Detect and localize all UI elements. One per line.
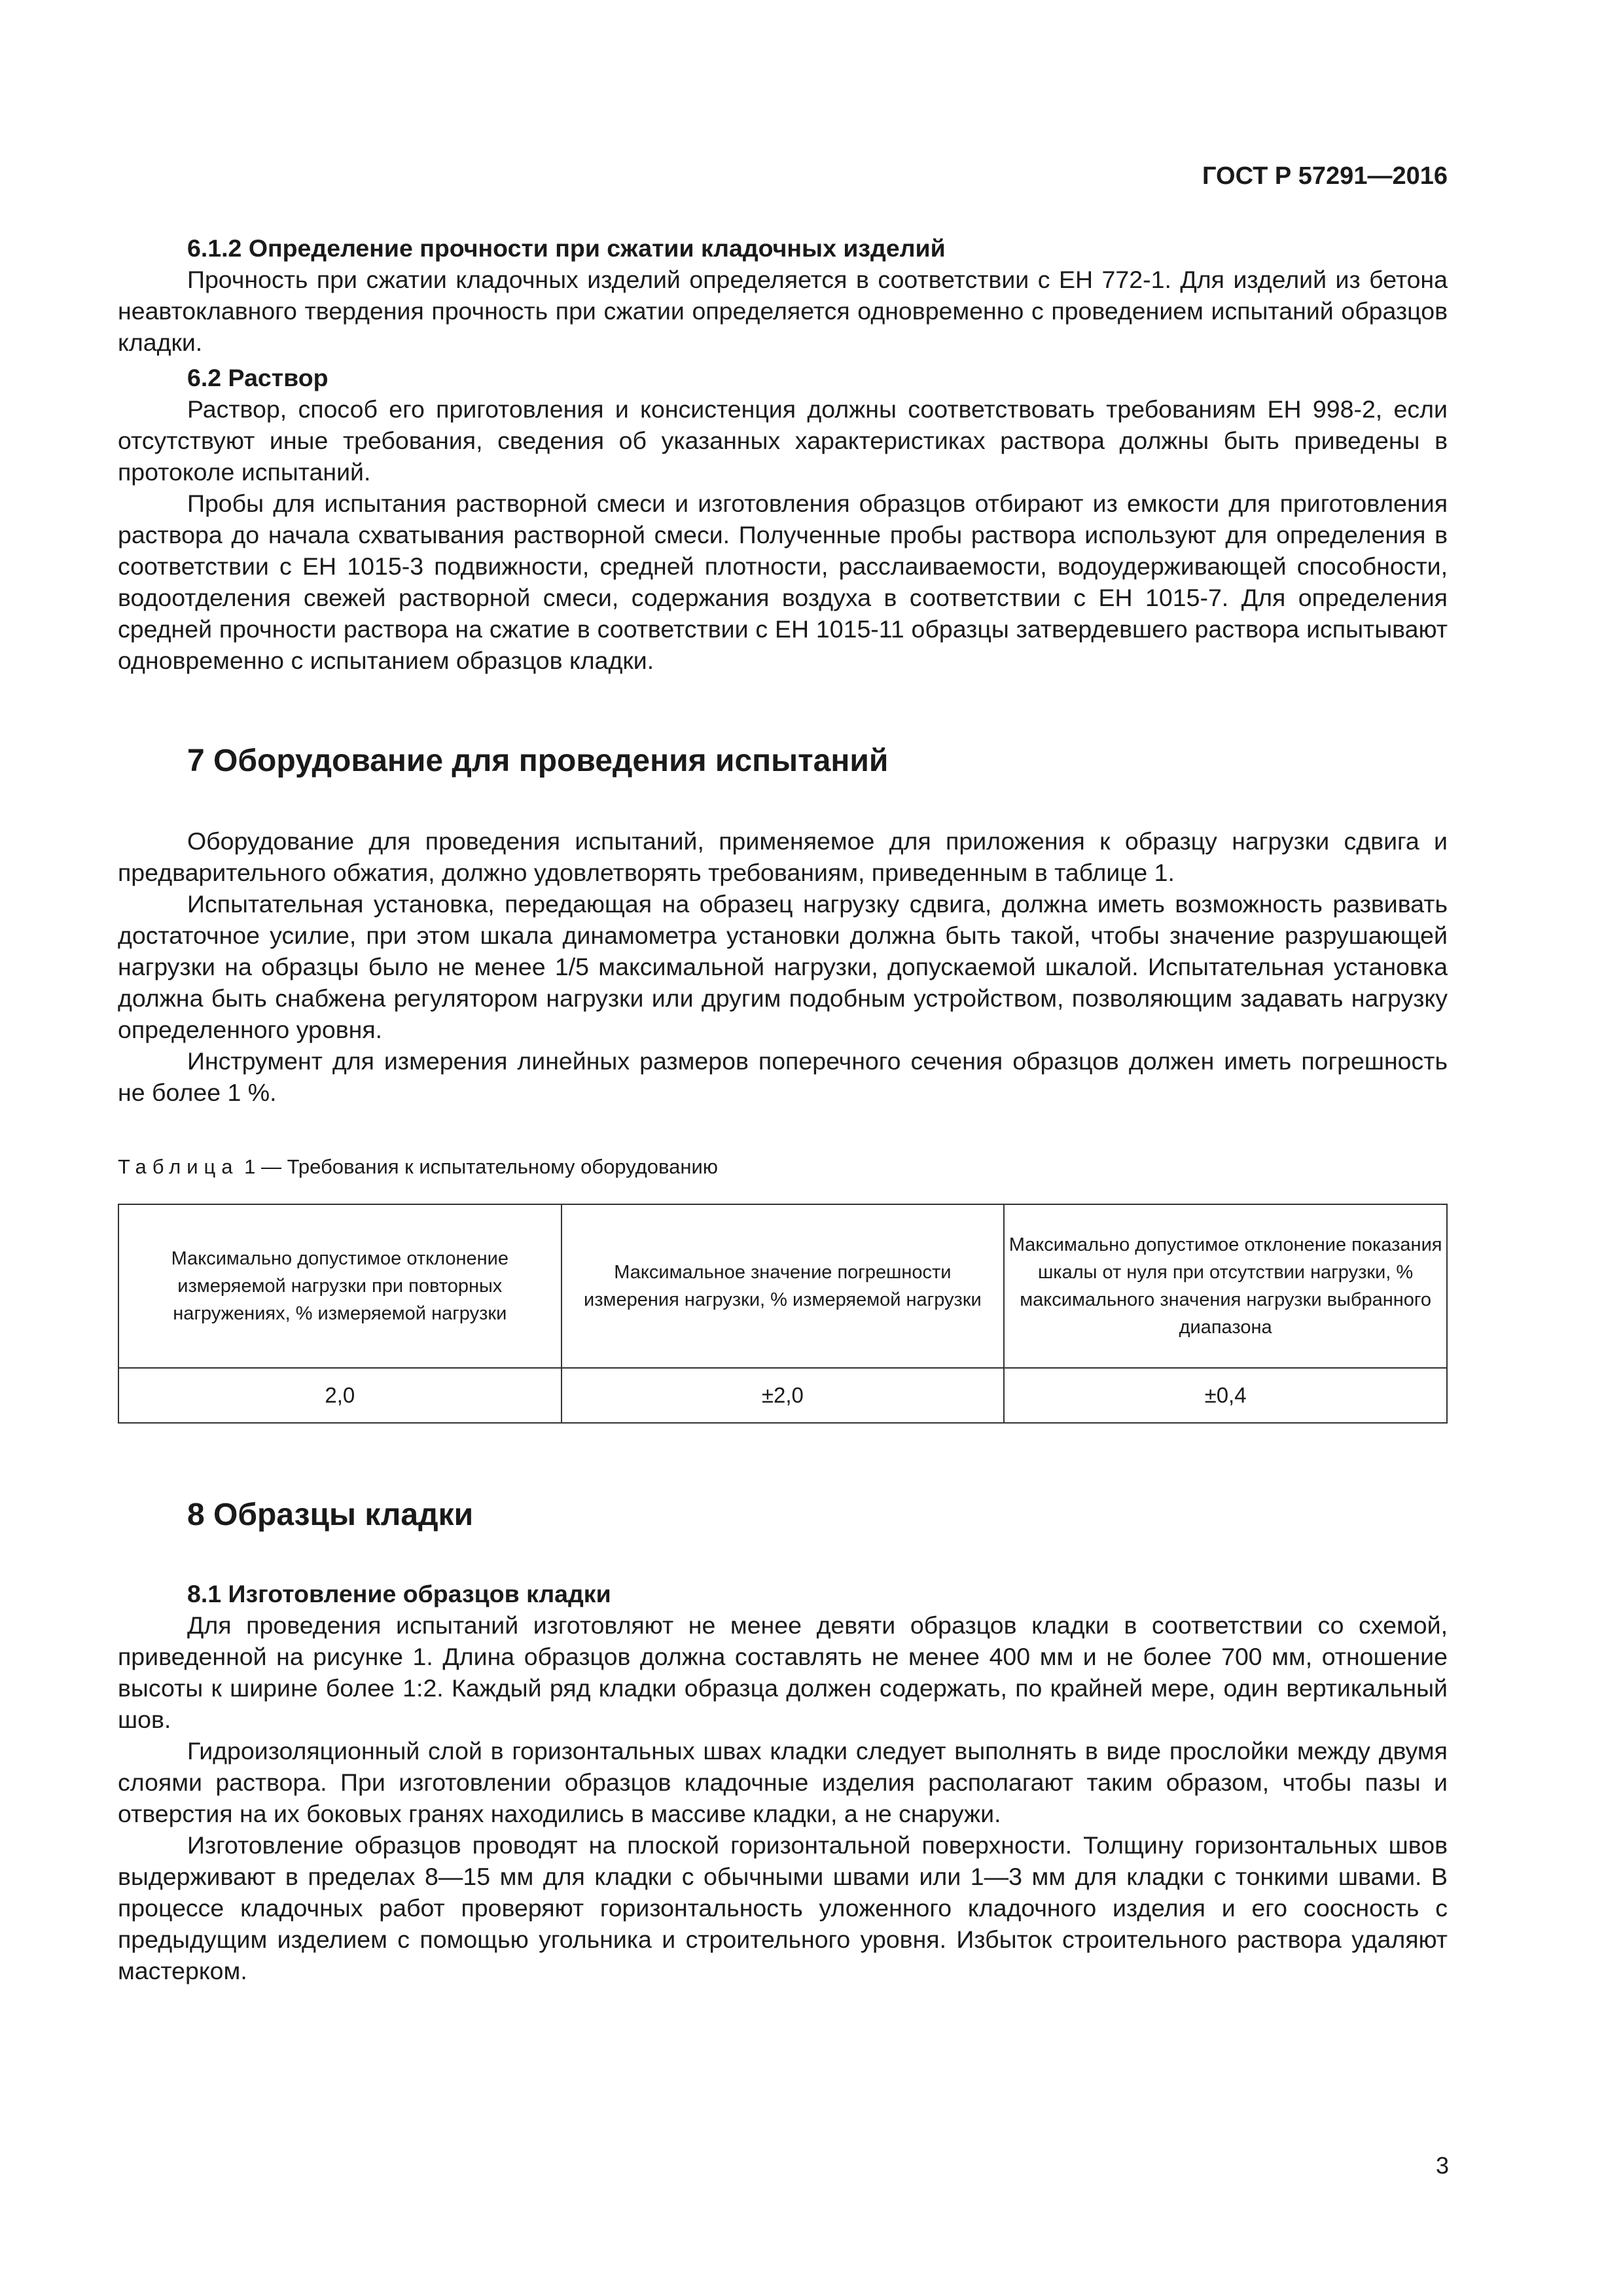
table-caption-label: Таблица xyxy=(118,1155,239,1178)
section-7-title: 7 Оборудование для проведения испытаний xyxy=(187,744,889,778)
table-row xyxy=(118,1368,1447,1423)
page-number: 3 xyxy=(1435,2152,1449,2179)
section-8-1-title: 8.1 Изготовление образцов кладки xyxy=(187,1580,611,1607)
table-caption-text: 1 — Требования к испытательному оборудованию xyxy=(238,1155,719,1178)
table-caption xyxy=(118,1154,1448,1180)
table-header-cell: Максимально допустимое отклонение измеряемой нагрузки при повторных нагружениях, % измеряемой нагрузки xyxy=(118,1204,562,1368)
page-content xyxy=(118,232,1448,1986)
paragraph: Гидроизоляционный слой в горизонтальных швах кладки следует выполнять в виде прослойки между двумя слоями раствора. При изготовлении образцов кладочные изделия располагают таким образом, чтобы пазы и отверстия на их боковых гранях находились в массиве кладки, а не снаружи. xyxy=(118,1737,1448,1827)
paragraph: Пробы для испытания растворной смеси и изготовления образцов отбирают из емкости для приготовления раствора до начала схватывания растворной смеси. Полученные пробы раствора используют для определения в соответствии с ЕН 1015-3 подвижности, средней плотности, расслаиваемости, водоудерживающей способности, водоотделения свежей растворной смеси, содержания воздуха в соответствии с ЕН 1015-7. Для определения средней прочности раствора на сжатие в соответствии с ЕН 1015-11 образцы затвердевшего раствора испытывают одновременно с испытанием образцов кладки. xyxy=(118,490,1448,674)
paragraph: Оборудование для проведения испытаний, применяемое для приложения к образцу нагрузки сдвига и предварительного обжатия, должно удовлетворять требованиям, приведенным в таблице 1. xyxy=(118,827,1448,886)
table-header-row xyxy=(118,1204,1447,1368)
paragraph: Испытательная установка, передающая на образец нагрузку сдвига, должна иметь возможность развивать достаточное усилие, при этом шкала динамометра установки должна быть такой, чтобы значение разрушающей нагрузки на образцы было не менее 1/5 максимальной нагрузки, допускаемой шкалой. Испытательная установка должна быть снабжена регулятором нагрузки или другим подобным устройством, позволяющим задавать нагрузку определенного уровня. xyxy=(118,890,1448,1043)
table-header-cell: Максимальное значение погрешности измерения нагрузки, % измеряемой нагрузки xyxy=(562,1204,1005,1368)
paragraph: Изготовление образцов проводят на плоской горизонтальной поверхности. Толщину горизонтальных швов выдерживают в пределах 8—15 мм для кладки с обычными швами или 1—3 мм для кладки с тонкими швами. В процессе кладочных работ проверяют горизонтальность уложенного кладочного изделия и его соосность с предыдущим изделием с помощью угольника и строительного уровня. Избыток строительного раствора удаляют мастерком. xyxy=(118,1831,1448,1984)
paragraph: Прочность при сжатии кладочных изделий определяется в соответствии с ЕН 772-1. Для изделий из бетона неавтоклавного твердения прочность при сжатии определяется одновременно с проведением испытаний образцов кладки. xyxy=(118,266,1448,356)
table-header-cell: Максимально допустимое отклонение показания шкалы от нуля при отсутствии нагрузки, % максимального значения нагрузки выбранного диапазона xyxy=(1004,1204,1447,1368)
section-6-2-title: 6.2 Раствор xyxy=(187,364,329,391)
table-cell: 2,0 xyxy=(118,1368,562,1423)
document-code: ГОСТ Р 57291—2016 xyxy=(1202,162,1448,190)
paragraph: Для проведения испытаний изготовляют не менее девяти образцов кладки в соответствии со схемой, приведенной на рисунке 1. Длина образцов должна составлять не менее 400 мм и не более 700 мм, отношение высоты к ширине более 1:2. Каждый ряд кладки образца должен содержать, по крайней мере, один вертикальный шов. xyxy=(118,1611,1448,1733)
paragraph: Инструмент для измерения линейных размеров поперечного сечения образцов должен иметь погрешность не более 1 %. xyxy=(118,1047,1448,1106)
requirements-table xyxy=(118,1204,1448,1424)
table-cell: ±0,4 xyxy=(1004,1368,1447,1423)
table-cell: ±2,0 xyxy=(562,1368,1005,1423)
section-8-title: 8 Образцы кладки xyxy=(187,1498,474,1532)
section-6-1-2-title: 6.1.2 Определение прочности при сжатии кладочных изделий xyxy=(187,234,946,262)
paragraph: Раствор, способ его приготовления и консистенция должны соответствовать требованиям ЕН 998-2, если отсутствуют иные требования, сведения об указанных характеристиках раствора должны быть приведены в протоколе испытаний. xyxy=(118,395,1448,486)
